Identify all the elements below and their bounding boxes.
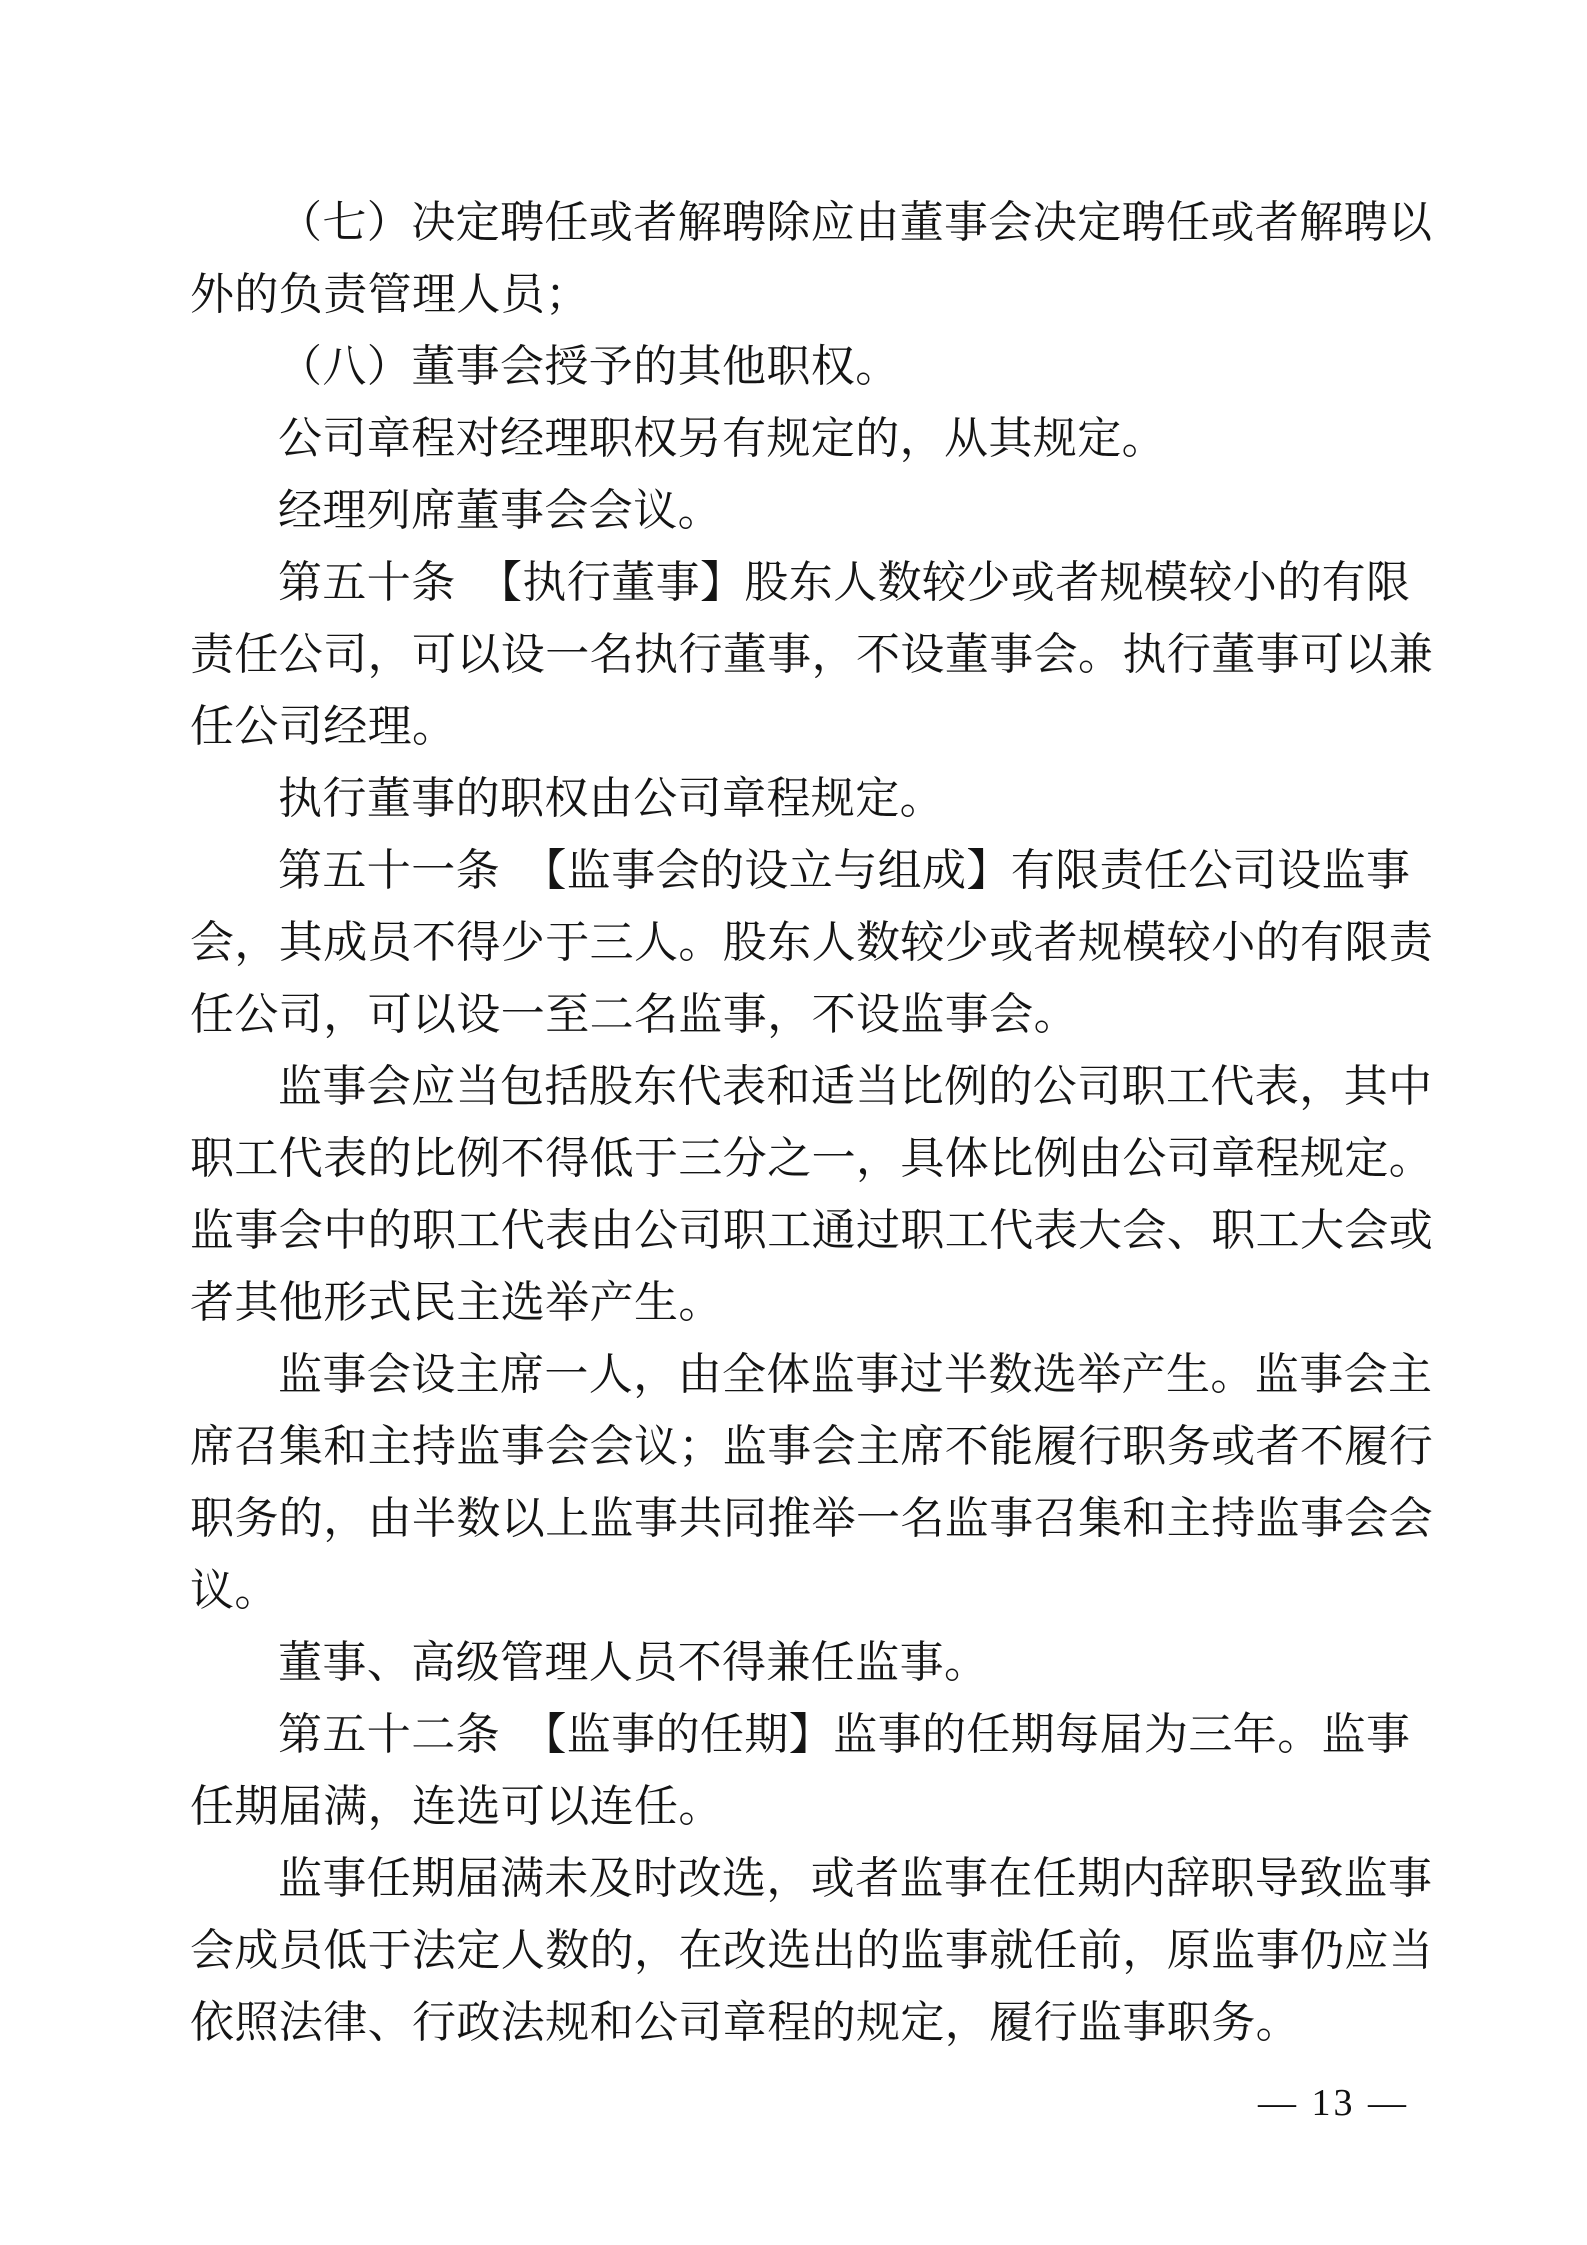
text-line: 第五十二条 【监事的任期】监事的任期每届为三年。监事 [278, 1710, 1411, 1759]
text-line: 席召集和主持监事会会议；监事会主席不能履行职务或者不履行 [190, 1422, 1434, 1471]
page-number: — 13 — [1258, 2082, 1409, 2124]
text-line: 责任公司，可以设一名执行董事，不设董事会。执行董事可以兼 [190, 630, 1434, 679]
text-line: 执行董事的职权由公司章程规定。 [278, 774, 944, 823]
text-line: 经理列席董事会会议。 [278, 486, 722, 535]
text-line: 第五十条 【执行董事】股东人数较少或者规模较小的有限 [278, 558, 1411, 607]
text-line: 第五十一条 【监事会的设立与组成】有限责任公司设监事 [278, 846, 1411, 895]
text-line: 公司章程对经理职权另有规定的，从其规定。 [278, 414, 1166, 463]
text-line: 任公司经理。 [190, 702, 457, 751]
text-line: （七）决定聘任或者解聘除应由董事会决定聘任或者解聘以 [278, 198, 1433, 247]
text-line: 监事会应当包括股东代表和适当比例的公司职工代表，其中 [278, 1062, 1433, 1111]
text-line: 外的负责管理人员； [190, 270, 590, 319]
text-line: 会，其成员不得少于三人。股东人数较少或者规模较小的有限责 [190, 918, 1434, 967]
text-line: 职工代表的比例不得低于三分之一，具体比例由公司章程规定。 [190, 1134, 1434, 1183]
text-line: 监事会设主席一人，由全体监事过半数选举产生。监事会主 [278, 1350, 1433, 1399]
text-line: 监事任期届满未及时改选，或者监事在任期内辞职导致监事 [278, 1854, 1433, 1903]
text-line: 任期届满，连选可以连任。 [190, 1782, 723, 1831]
text-line: 者其他形式民主选举产生。 [190, 1278, 723, 1327]
text-line: 会成员低于法定人数的，在改选出的监事就任前，原监事仍应当 [190, 1926, 1434, 1975]
text-line: （八）董事会授予的其他职权。 [278, 342, 900, 391]
text-line: 依照法律、行政法规和公司章程的规定，履行监事职务。 [190, 1998, 1300, 2047]
text-line: 任公司，可以设一至二名监事，不设监事会。 [190, 990, 1078, 1039]
text-line: 议。 [190, 1566, 279, 1615]
text-line: 监事会中的职工代表由公司职工通过职工代表大会、职工大会或 [190, 1206, 1434, 1255]
text-line: 职务的，由半数以上监事共同推举一名监事召集和主持监事会会 [190, 1494, 1434, 1543]
text-line: 董事、高级管理人员不得兼任监事。 [278, 1638, 989, 1687]
document-body [190, 187, 1436, 2059]
